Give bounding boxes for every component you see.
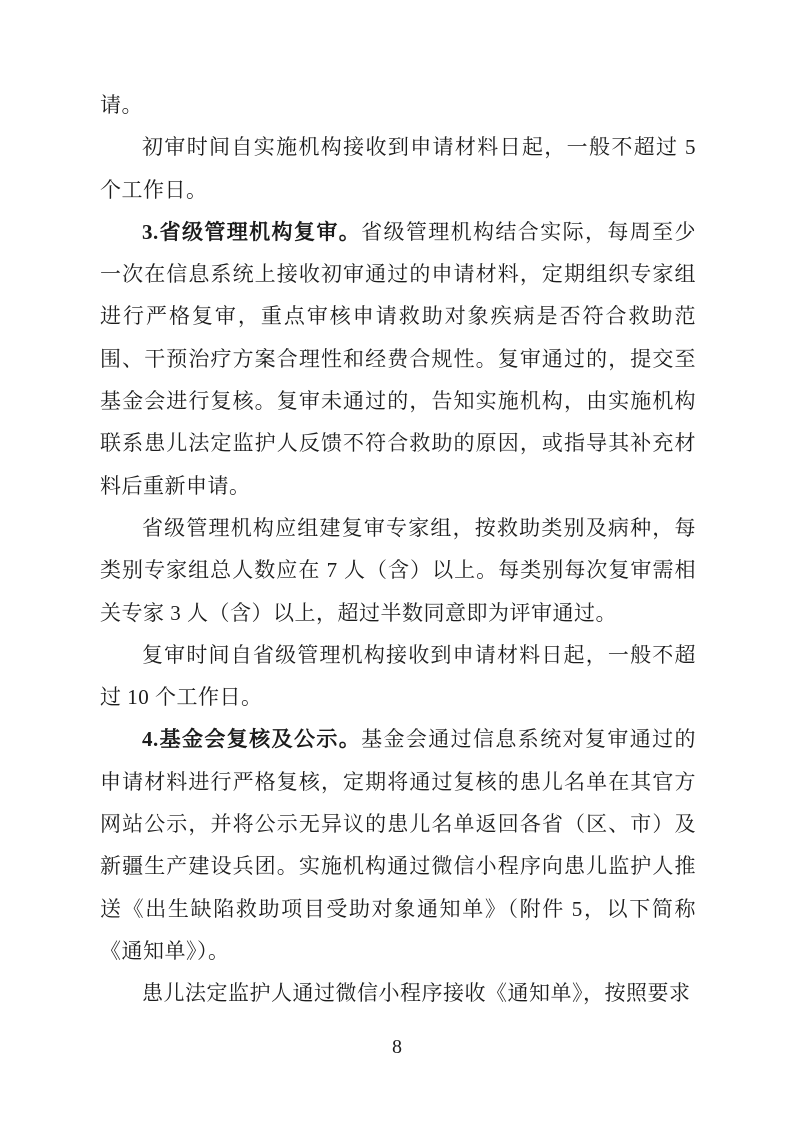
document-body	[100, 84, 696, 1015]
paragraph-guardian-receive	[100, 972, 696, 1014]
page-number: 8	[392, 1036, 402, 1058]
paragraph-review-time	[100, 634, 696, 719]
run-in-heading: 4.基金会复核及公示。	[142, 727, 362, 752]
body-run: 初审时间自实施机构接收到申请材料日起，一般不超过 5 个工作日。	[100, 135, 696, 202]
run-in-heading: 3.省级管理机构复审。	[142, 219, 362, 244]
body-run: 复审时间自省级管理机构接收到申请材料日起，一般不超过 10 个工作日。	[100, 642, 696, 710]
body-run: 患儿法定监护人通过微信小程序接收《通知单》，按照要求	[142, 981, 691, 1006]
body-run: 基金会通过信息系统对复审通过的申请材料进行严格复核，定期将通过复核的患儿名单在其官方网站公示，并将公示无异议的患儿名单返回各省（区、市）及新疆生产建设兵团。实施机构通过微信小程序向患儿监护人推送《出生缺陷救助项目受助对象通知单》（附件 5，以下简称《通知单》）。	[100, 727, 697, 963]
body-run: 请。	[100, 93, 143, 117]
body-run: 省级管理机构结合实际，每周至少一次在信息系统上接收初审通过的申请材料，定期组织专家组进行严格复审，重点审核申请救助对象疾病是否符合救助范围、干预治疗方案合理性和经费合规性。复审通过的，提交至基金会进行复核。复审未通过的，告知实施机构，由实施机构联系患儿法定监护人反馈不符合救助的原因，或指导其补充材料后重新申请。	[100, 219, 697, 498]
paragraph-initial-review-time	[100, 126, 696, 211]
paragraph-continuation	[100, 84, 696, 126]
body-run: 省级管理机构应组建复审专家组，按救助类别及病种，每类别专家组总人数应在 7 人（含）以上。每类别每次复审需相关专家 3 人（含）以上，超过半数同意即为评审通过。	[100, 515, 696, 625]
paragraph-provincial-review	[100, 211, 696, 507]
paragraph-foundation-recheck	[100, 718, 696, 972]
paragraph-expert-group	[100, 507, 696, 634]
